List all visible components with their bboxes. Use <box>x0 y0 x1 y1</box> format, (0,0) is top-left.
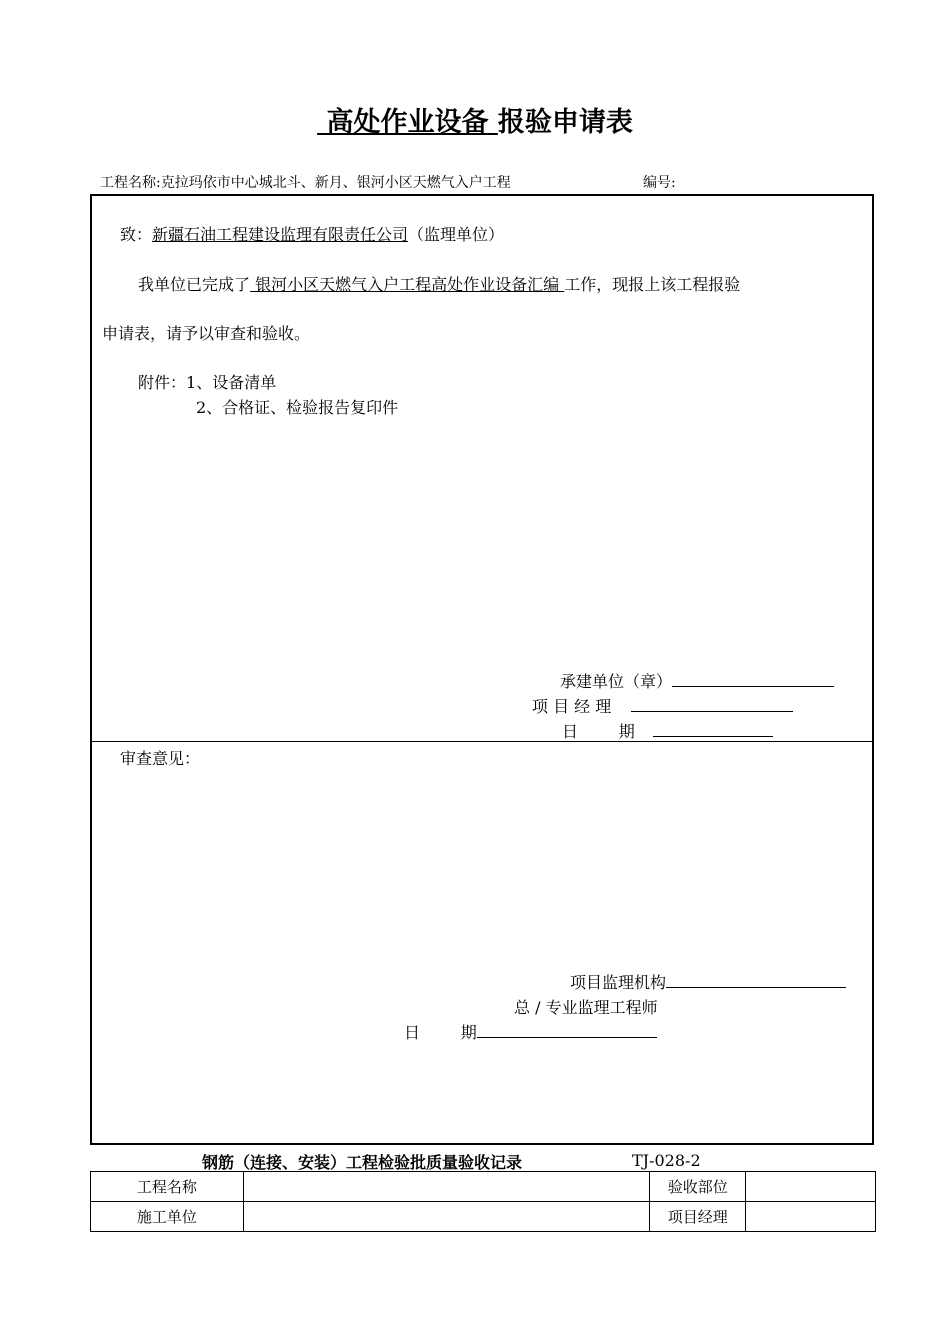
supervision-org-field[interactable] <box>666 971 846 988</box>
record-code: TJ-028-2 <box>632 1151 701 1170</box>
pm-label: 项 目 经 理 <box>532 697 612 716</box>
completed-work: 银河小区天燃气入户工程高处作业设备汇编 <box>250 275 565 294</box>
contractor-sign-field[interactable] <box>672 670 834 687</box>
application-date-label: 日 期 <box>562 722 635 741</box>
project-manager-cell[interactable] <box>746 1202 876 1232</box>
pm-sign-row <box>532 694 793 717</box>
attachment-2: 2、合格证、检验报告复印件 <box>196 398 399 417</box>
record-table <box>90 1171 876 1232</box>
supervision-org-row <box>570 970 846 993</box>
addressee-line <box>120 222 504 245</box>
number-label: 编号: <box>643 175 676 191</box>
review-date-row <box>404 1020 657 1043</box>
supervision-unit: 新疆石油工程建设监理有限责任公司 <box>152 225 409 244</box>
attachment-label: 附件： <box>138 373 187 392</box>
section-divider <box>92 741 872 742</box>
construction-unit-cell[interactable] <box>243 1202 649 1232</box>
contractor-sign-row <box>560 669 834 692</box>
application-form <box>90 194 874 1145</box>
application-date-field[interactable] <box>653 720 773 737</box>
body-line-1 <box>138 272 740 295</box>
title-part-2: 报验申请表 <box>497 107 633 138</box>
project-name-cell-label: 工程名称 <box>91 1172 244 1202</box>
review-date-field[interactable] <box>477 1021 657 1038</box>
project-manager-cell-label: 项目经理 <box>650 1202 746 1232</box>
table-row <box>91 1172 876 1202</box>
body-suffix: 工作，现报上该工程报验 <box>564 275 741 294</box>
acceptance-part-cell-label: 验收部位 <box>650 1172 746 1202</box>
project-name-line <box>100 172 511 192</box>
project-name: 克拉玛依市中心城北斗、新月、银河小区天燃气入户工程 <box>160 175 511 191</box>
title-part-1: 高处作业设备 <box>326 107 489 138</box>
addressee-suffix: （监理单位） <box>408 225 505 244</box>
table-row <box>91 1202 876 1232</box>
pm-sign-field[interactable] <box>631 695 793 712</box>
contractor-label: 承建单位（章） <box>560 672 673 691</box>
review-opinion-label: 审查意见： <box>120 749 201 768</box>
application-date-row <box>562 719 773 742</box>
addressee-prefix: 致： <box>120 225 153 244</box>
project-name-cell[interactable] <box>243 1172 649 1202</box>
attachment-1: 1、设备清单 <box>186 373 277 392</box>
attachment-line-1 <box>138 370 276 393</box>
construction-unit-cell-label: 施工单位 <box>91 1202 244 1232</box>
project-label: 工程名称: <box>100 175 161 191</box>
body-prefix: 我单位已完成了 <box>138 275 251 294</box>
supervision-org-label: 项目监理机构 <box>570 973 667 992</box>
page-title <box>0 100 950 139</box>
acceptance-part-cell[interactable] <box>746 1172 876 1202</box>
body-line-2: 申请表，请予以审查和验收。 <box>102 324 311 343</box>
chief-engineer-label: 总 / 专业监理工程师 <box>514 998 658 1017</box>
record-title: 钢筋（连接、安装）工程检验批质量验收记录 <box>202 1153 523 1172</box>
review-date-label: 日 期 <box>404 1023 477 1042</box>
